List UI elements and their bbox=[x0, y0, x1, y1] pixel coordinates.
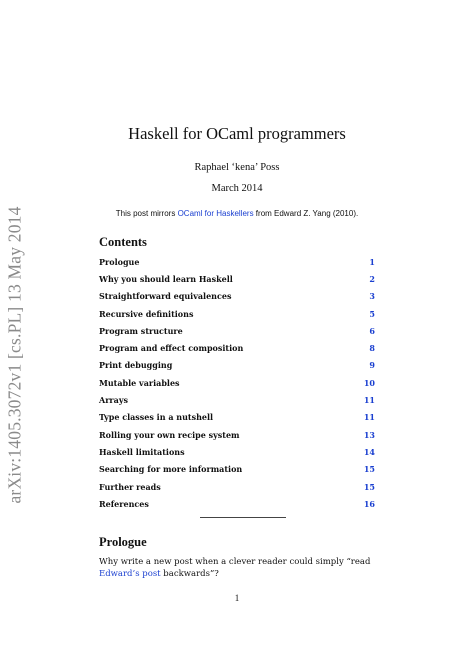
author-name: Raphael ‘kena’ Poss bbox=[194, 162, 280, 173]
toc-entry-label: Rolling your own recipe system bbox=[99, 429, 240, 440]
toc-entry-page-link[interactable]: 16 bbox=[363, 498, 375, 509]
toc-entry-page-link[interactable]: 5 bbox=[369, 308, 375, 319]
toc-entry[interactable] bbox=[99, 478, 375, 495]
toc-entry-label: Further reads bbox=[99, 481, 161, 492]
toc-entry[interactable] bbox=[99, 443, 375, 460]
toc-entry-page-link[interactable]: 3 bbox=[369, 291, 375, 302]
toc-entry[interactable] bbox=[99, 374, 375, 391]
prologue-text-suffix: backwards”? bbox=[160, 569, 219, 579]
section-divider bbox=[200, 517, 286, 518]
toc-entry[interactable] bbox=[99, 357, 375, 374]
toc-entry[interactable] bbox=[99, 305, 375, 322]
prologue-heading: Prologue bbox=[99, 535, 147, 549]
mirror-note-suffix: from Edward Z. Yang (2010). bbox=[253, 209, 359, 218]
toc-entry[interactable] bbox=[99, 270, 375, 287]
toc-entry-label: Program structure bbox=[99, 325, 183, 336]
paper-title: Haskell for OCaml programmers bbox=[128, 124, 346, 143]
toc-entry[interactable] bbox=[99, 339, 375, 356]
table-of-contents bbox=[99, 253, 375, 512]
toc-entry[interactable] bbox=[99, 253, 375, 270]
toc-entry-label: Searching for more information bbox=[99, 464, 243, 475]
toc-entry[interactable] bbox=[99, 288, 375, 305]
toc-entry-label: Program and effect composition bbox=[99, 343, 244, 354]
toc-entry[interactable] bbox=[99, 391, 375, 408]
toc-entry-label: Type classes in a nutshell bbox=[99, 412, 214, 423]
toc-entry-page-link[interactable]: 2 bbox=[369, 273, 375, 284]
prologue-text-prefix: Why write a new post when a clever reader could simply “read bbox=[99, 557, 371, 567]
toc-entry-label: Arrays bbox=[99, 395, 128, 406]
mirror-note-prefix: This post mirrors bbox=[115, 209, 178, 218]
toc-entry-label: Why you should learn Haskell bbox=[99, 273, 233, 284]
toc-entry-label: Recursive definitions bbox=[99, 308, 194, 319]
arxiv-identifier: arXiv:1405.3072v1 [cs.PL] 13 May 2014 bbox=[4, 206, 25, 504]
toc-entry-page-link[interactable]: 8 bbox=[369, 343, 375, 354]
toc-entry-page-link[interactable]: 1 bbox=[369, 256, 375, 267]
prologue-paragraph bbox=[99, 556, 384, 580]
arxiv-side-stamp bbox=[3, 206, 27, 504]
toc-entry[interactable] bbox=[99, 495, 375, 512]
mirror-note bbox=[0, 209, 474, 218]
toc-entry-page-link[interactable]: 11 bbox=[363, 412, 375, 423]
toc-entry[interactable] bbox=[99, 409, 375, 426]
page-number: 1 bbox=[234, 593, 240, 603]
toc-entry[interactable] bbox=[99, 461, 375, 478]
toc-entry-page-link[interactable]: 13 bbox=[363, 429, 375, 440]
toc-entry-label: References bbox=[99, 498, 149, 509]
toc-entry[interactable] bbox=[99, 322, 375, 339]
toc-entry-page-link[interactable]: 10 bbox=[363, 377, 375, 388]
toc-entry-page-link[interactable]: 9 bbox=[369, 360, 375, 371]
edwards-post-link[interactable]: Edward’s post bbox=[99, 569, 161, 579]
toc-entry-label: Mutable variables bbox=[99, 377, 180, 388]
toc-entry-label: Haskell limitations bbox=[99, 446, 185, 457]
toc-entry-label: Straightforward equivalences bbox=[99, 291, 232, 302]
toc-entry-page-link[interactable]: 11 bbox=[363, 395, 375, 406]
toc-entry-label: Print debugging bbox=[99, 360, 173, 371]
contents-heading: Contents bbox=[99, 235, 147, 249]
ocaml-for-haskellers-link[interactable]: OCaml for Haskellers bbox=[177, 209, 254, 218]
toc-entry[interactable] bbox=[99, 426, 375, 443]
toc-entry-page-link[interactable]: 15 bbox=[363, 464, 375, 475]
toc-entry-page-link[interactable]: 14 bbox=[363, 446, 375, 457]
toc-entry-label: Prologue bbox=[99, 256, 140, 267]
toc-entry-page-link[interactable]: 6 bbox=[369, 325, 375, 336]
toc-entry-page-link[interactable]: 15 bbox=[363, 481, 375, 492]
publication-date: March 2014 bbox=[211, 183, 263, 194]
